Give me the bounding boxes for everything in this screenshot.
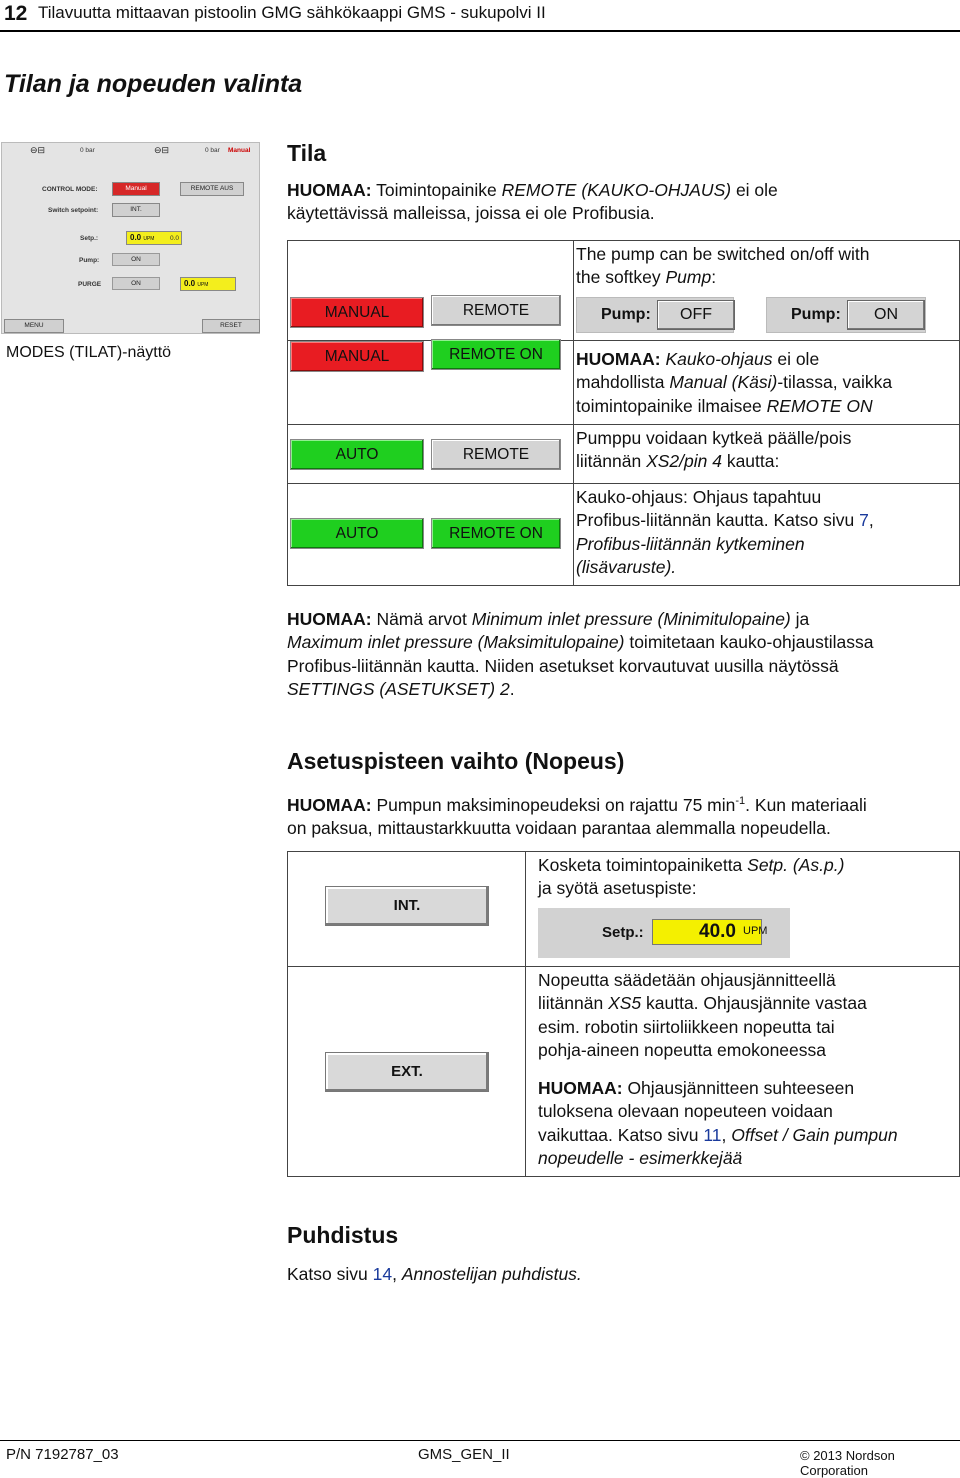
desc-text: liitännän <box>576 451 647 472</box>
desc-text-italic: XS2/pin 4 <box>646 451 722 472</box>
note-text: vaikuttaa. Katso sivu <box>538 1124 704 1145</box>
ext-note <box>538 1077 958 1170</box>
note-text: Profibus-liitännän kautta. Niiden asetukset korvautuvat uusilla näytössä <box>287 655 839 676</box>
control-mode-label: CONTROL MODE: <box>42 186 98 193</box>
copyright: © 2013 Nordson Corporation <box>800 1448 895 1478</box>
part-number: P/N 7192787_03 <box>6 1446 119 1463</box>
row1-desc <box>576 243 869 290</box>
pump-off-bar <box>576 297 734 333</box>
note-text-italic: nopeudelle - esimerkkejää <box>538 1147 743 1168</box>
purge-side-unit: UPM <box>197 282 209 288</box>
setpoint-note <box>287 790 957 840</box>
note-text: Nämä arvot <box>371 609 472 629</box>
note-text: . <box>509 678 515 699</box>
note-text: ei ole <box>731 180 778 200</box>
setpoint-table <box>287 851 960 1177</box>
auto-softkey[interactable]: AUTO <box>290 439 424 470</box>
setpoint-heading: Asetuspisteen vaihto (Nopeus) <box>287 748 625 774</box>
int-desc <box>538 854 844 901</box>
ext-desc <box>538 969 948 1062</box>
note-text: toimitetaan kauko-ohjaustilassa <box>624 632 874 653</box>
main-heading: Tilan ja nopeuden valinta <box>4 70 303 98</box>
desc-text: Kosketa toimintopainiketta <box>538 855 748 875</box>
modes-row2-desc <box>574 341 960 425</box>
desc-text: Nopeutta säädetään ohjausjännitteellä <box>538 970 836 990</box>
page-number: 12 <box>4 2 28 25</box>
purge-state-button[interactable]: ON <box>112 277 160 290</box>
desc-text: Kauko-ohjaus: Ohjaus tapahtuu <box>576 487 822 507</box>
modes-row1-keys <box>288 241 574 341</box>
tila-note <box>287 179 927 226</box>
note-text: Ohjausjännitteen suhteeseen <box>622 1078 855 1098</box>
auto-softkey[interactable]: AUTO <box>290 518 424 549</box>
pump-on-bar <box>766 297 926 333</box>
row3-desc <box>576 427 851 474</box>
modes-row1-desc <box>574 241 960 341</box>
note-text-italic: Manual (Käsi) <box>669 372 778 393</box>
page-link[interactable]: 14 <box>372 1264 393 1284</box>
pump-on-button[interactable]: ON <box>847 300 925 330</box>
desc-text: the softkey <box>576 267 666 288</box>
remote-on-softkey[interactable]: REMOTE ON <box>431 518 561 549</box>
purge-side-value: 0.0 <box>184 279 196 288</box>
desc-text-italic: Pump <box>665 267 712 288</box>
note-text: , <box>721 1124 732 1145</box>
ext-cell <box>288 967 526 1177</box>
note-text: ja <box>790 609 810 629</box>
note-text-italic: REMOTE ON <box>766 395 873 416</box>
note-text: on paksua, mittaustarkkuutta voidaan parantaa alemmalla nopeudella. <box>287 818 831 839</box>
remote-softkey[interactable]: REMOTE <box>431 439 561 470</box>
remote-on-softkey[interactable]: REMOTE ON <box>431 339 561 370</box>
readout-left: 0 bar <box>80 147 95 154</box>
remote-softkey[interactable]: REMOTE <box>431 295 561 326</box>
tila-heading: Tila <box>287 140 327 166</box>
note-label: HUOMAA: <box>287 180 372 200</box>
note-label: HUOMAA: <box>287 609 372 629</box>
running-title: Tilavuutta mittaavan pistoolin GMG sähkökaappi GMS - sukupolvi II <box>38 3 546 22</box>
desc-text: , <box>868 510 874 531</box>
desc-text: : <box>711 267 717 288</box>
desc-text-italic: XS5 <box>608 993 642 1014</box>
switch-setpoint-label: Switch setpoint: <box>48 207 99 214</box>
desc-text: Katso sivu <box>287 1264 373 1284</box>
note-text-italic: Offset / Gain pumpun <box>731 1124 898 1145</box>
desc-text-italic: Setp. (As.p.) <box>747 855 845 875</box>
row4-desc <box>576 486 874 579</box>
modes-row4-keys <box>288 484 574 586</box>
setp-label: Setp.: <box>80 235 99 242</box>
switch-setpoint-button[interactable]: INT. <box>112 203 160 217</box>
setp-value: 0.0 <box>130 233 142 242</box>
pump-label: Pump: <box>791 306 841 323</box>
note-text-italic: Maximum inlet pressure (Maksimitulopaine) <box>287 632 625 653</box>
int-cell <box>288 852 526 967</box>
menu-button[interactable]: MENU <box>4 319 64 333</box>
desc-text-italic: Profibus-liitännän kytkeminen <box>576 533 805 554</box>
mode-indicator: Manual <box>228 147 251 154</box>
modes-row3-desc <box>574 425 960 484</box>
cleaning-heading: Puhdistus <box>287 1222 399 1248</box>
desc-text: kautta. Ohjausjännite vastaa <box>641 993 867 1014</box>
setp-value: 40.0 <box>699 921 736 942</box>
device-modes-screen <box>1 142 260 334</box>
setp-label: Setp.: <box>602 924 644 941</box>
pump-label: Pump: <box>601 306 651 323</box>
desc-text: The pump can be switched on/off with <box>576 244 870 264</box>
note-text: Toimintopainike <box>371 180 502 200</box>
note-text: ei ole <box>772 349 820 369</box>
pump-state-button[interactable]: ON <box>112 253 160 266</box>
cleaning-text <box>287 1263 582 1286</box>
control-mode-button[interactable]: Manual <box>112 182 160 196</box>
note-text-italic: Minimum inlet pressure (Minimitulopaine) <box>471 609 791 629</box>
desc-text: Profibus-liitännän kautta. Katso sivu <box>576 510 860 531</box>
modes-row3-keys <box>288 425 574 484</box>
note-label: HUOMAA: <box>287 794 372 815</box>
note-text: tuloksena olevaan nopeuteen voidaan <box>538 1101 833 1122</box>
footer-rule <box>0 1440 960 1441</box>
setp-side-value: 0.0 <box>170 235 180 242</box>
desc-text-italic: Annostelijan puhdistus. <box>401 1264 582 1284</box>
page-link[interactable]: 11 <box>703 1124 722 1145</box>
page-link[interactable]: 7 <box>859 510 869 531</box>
desc-text: ja syötä asetuspiste: <box>538 878 697 899</box>
setp-display <box>538 908 790 958</box>
note-label: HUOMAA: <box>538 1078 623 1098</box>
note-superscript: -1 <box>735 795 746 807</box>
setp-unit: UPM <box>143 236 155 242</box>
pump-off-button[interactable]: OFF <box>657 300 735 330</box>
modes-row4-desc <box>574 484 960 586</box>
header-rule <box>0 30 960 32</box>
manual-softkey[interactable]: MANUAL <box>290 341 424 372</box>
note-text: käytettävissä malleissa, joissa ei ole Profibusia. <box>287 203 655 224</box>
desc-text: kautta: <box>721 451 780 472</box>
note-text: mahdollista <box>576 372 670 393</box>
note-label: HUOMAA: <box>576 349 661 369</box>
pressure-gauge-icon: ⊖⊟ <box>30 145 46 155</box>
setp-unit: UPM <box>743 925 768 937</box>
remote-button[interactable]: REMOTE AUS <box>180 182 244 196</box>
modes-table <box>287 240 960 586</box>
modes-row2-keys <box>288 341 574 425</box>
desc-text-italic: (lisävaruste). <box>576 556 677 577</box>
inlet-pressure-note <box>287 608 957 701</box>
note-text-italic: REMOTE (KAUKO-OHJAUS) <box>501 180 732 200</box>
pump-label: Pump: <box>79 257 100 264</box>
row2-note <box>576 348 956 418</box>
ext-button[interactable]: EXT. <box>325 1052 489 1092</box>
note-text: . Kun materiaali <box>745 794 867 815</box>
ext-desc-cell <box>526 967 960 1177</box>
desc-text: , <box>392 1264 402 1284</box>
note-text-italic: SETTINGS (ASETUKSET) 2 <box>287 678 510 699</box>
desc-text: esim. robotin siirtoliikkeen nopeutta tai <box>538 1016 835 1037</box>
device-caption: MODES (TILAT)-näyttö <box>6 344 172 361</box>
int-button[interactable]: INT. <box>325 886 489 926</box>
purge-label: PURGE <box>78 281 102 288</box>
note-text: Pumpun maksiminopeudeksi on rajattu 75 min <box>371 794 736 815</box>
desc-text: Pumppu voidaan kytkeä päälle/pois <box>576 428 852 448</box>
purge-value-field <box>180 277 236 291</box>
desc-text: pohja-aineen nopeutta emokoneessa <box>538 1039 826 1060</box>
document-code: GMS_GEN_II <box>418 1446 510 1463</box>
reset-button[interactable]: RESET <box>202 319 260 333</box>
note-text: -tilassa, vaikka <box>777 372 893 393</box>
pressure-gauge-icon: ⊖⊟ <box>154 145 170 155</box>
setp-value-field[interactable] <box>652 919 768 945</box>
desc-text: liitännän <box>538 993 609 1014</box>
readout-right: 0 bar <box>205 147 220 154</box>
note-text: toimintopainike ilmaisee <box>576 395 767 416</box>
note-text-italic: Kauko-ohjaus <box>665 349 773 369</box>
manual-softkey[interactable]: MANUAL <box>290 297 424 328</box>
